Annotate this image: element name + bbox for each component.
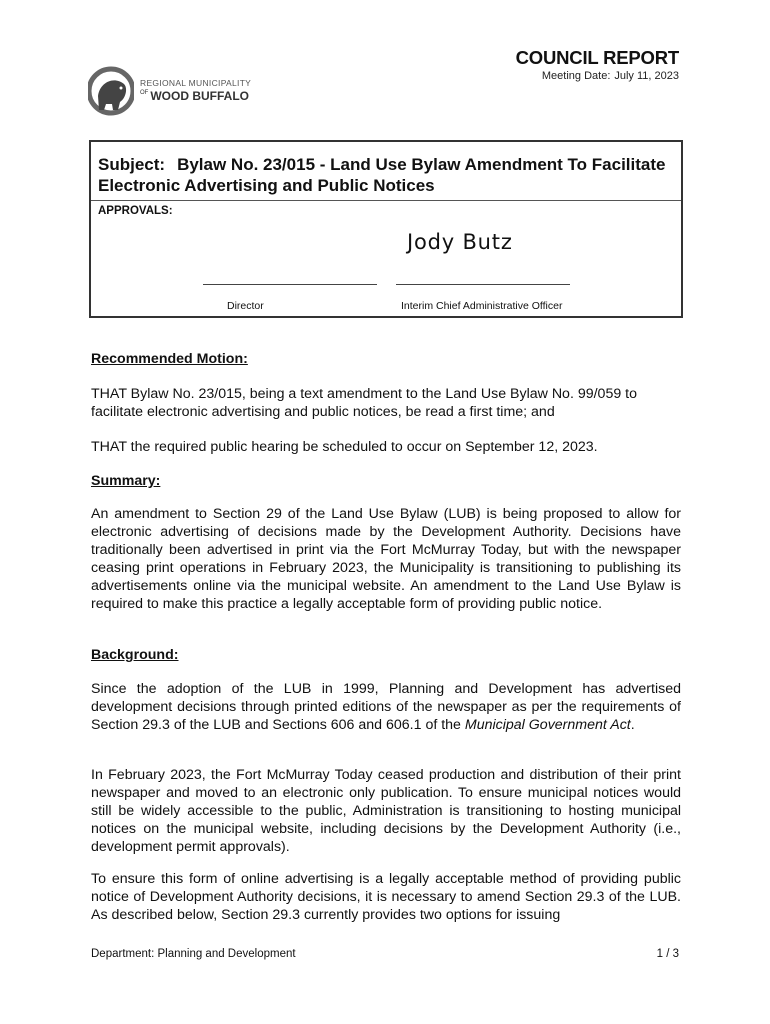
logo-line2: WOOD BUFFALO (150, 88, 249, 103)
recommended-motion-heading: Recommended Motion: (91, 351, 248, 367)
background-paragraph-1 (91, 680, 681, 734)
background-heading: Background: (91, 647, 179, 663)
subject (98, 154, 673, 196)
signer2-title: Interim Chief Administrative Officer (401, 300, 563, 312)
footer-department: Department: Planning and Development (91, 948, 296, 960)
divider (91, 200, 681, 201)
signature-line-director (203, 284, 377, 285)
motion-paragraph-1: THAT Bylaw No. 23/015, being a text amendment to the Land Use Bylaw No. 99/059 to facilitate electronic advertising and public notices, be read a first time; and (91, 386, 638, 420)
motion-paragraph-2: THAT the required public hearing be scheduled to occur on September 12, 2023. (91, 439, 598, 455)
background-paragraph-3: To ensure this form of online advertising is a legally acceptable method of providing public notice of Development Authority decisions, it is necessary to amend Section 29.3 of the LUB. As described below, Section 29.3 currently provides two options for issuing (91, 871, 681, 923)
meeting-date (538, 70, 679, 82)
signature-line-cao (396, 284, 570, 285)
background-p1-text: Since the adoption of the LUB in 1999, Planning and Development has advertised development decisions through printed editions of the newspaper as per the requirements of Section 29.3 of the LUB and Sections 606 and 606.1 of the (91, 681, 681, 733)
approvals-label: APPROVALS: (98, 205, 173, 217)
signature: Jody Butz (407, 230, 513, 254)
buffalo-logo-icon (88, 66, 134, 116)
meeting-date-value: July 11, 2023 (614, 70, 679, 82)
summary-heading: Summary: (91, 473, 161, 489)
background-paragraph-2: In February 2023, the Fort McMurray Today ceased production and distribution of their print newspaper and moved to an electronic only publication. To ensure municipal notices would still be widely accessible to the public, Administration is transitioning to hosting municipal notices on the municipal website, including decisions by the Development Authority (i.e., development permit approvals). (91, 767, 681, 855)
subject-text: Bylaw No. 23/015 - Land Use Bylaw Amendment To Facilitate Electronic Advertising and Public Notices (98, 155, 666, 195)
page-number: 1 / 3 (656, 948, 679, 960)
meeting-date-label: Meeting Date: (541, 70, 611, 82)
subject-label: Subject: (98, 155, 166, 174)
signer1-title: Director (227, 300, 264, 312)
subject-box (89, 140, 683, 318)
act-name: Municipal Government Act (464, 717, 631, 733)
municipality-logo (88, 66, 258, 116)
report-title: COUNCIL REPORT (515, 47, 679, 68)
logo-of: OF (140, 89, 149, 96)
summary-paragraph: An amendment to Section 29 of the Land Use Bylaw (LUB) is being proposed to allow for electronic advertising of decisions made by the Development Authority. Decisions have traditionally been advertised in print via the Fort McMurray Today, but with the newspaper ceasing print operations in February 2023, the Municipality is transitioning to publishing its advertisements online via the municipal website. An amendment to the Land Use Bylaw is required to make this practice a legally acceptable form of providing public notice. (91, 506, 681, 612)
background-p1-end: . (630, 717, 635, 733)
logo-line1: REGIONAL MUNICIPALITY (140, 78, 252, 88)
